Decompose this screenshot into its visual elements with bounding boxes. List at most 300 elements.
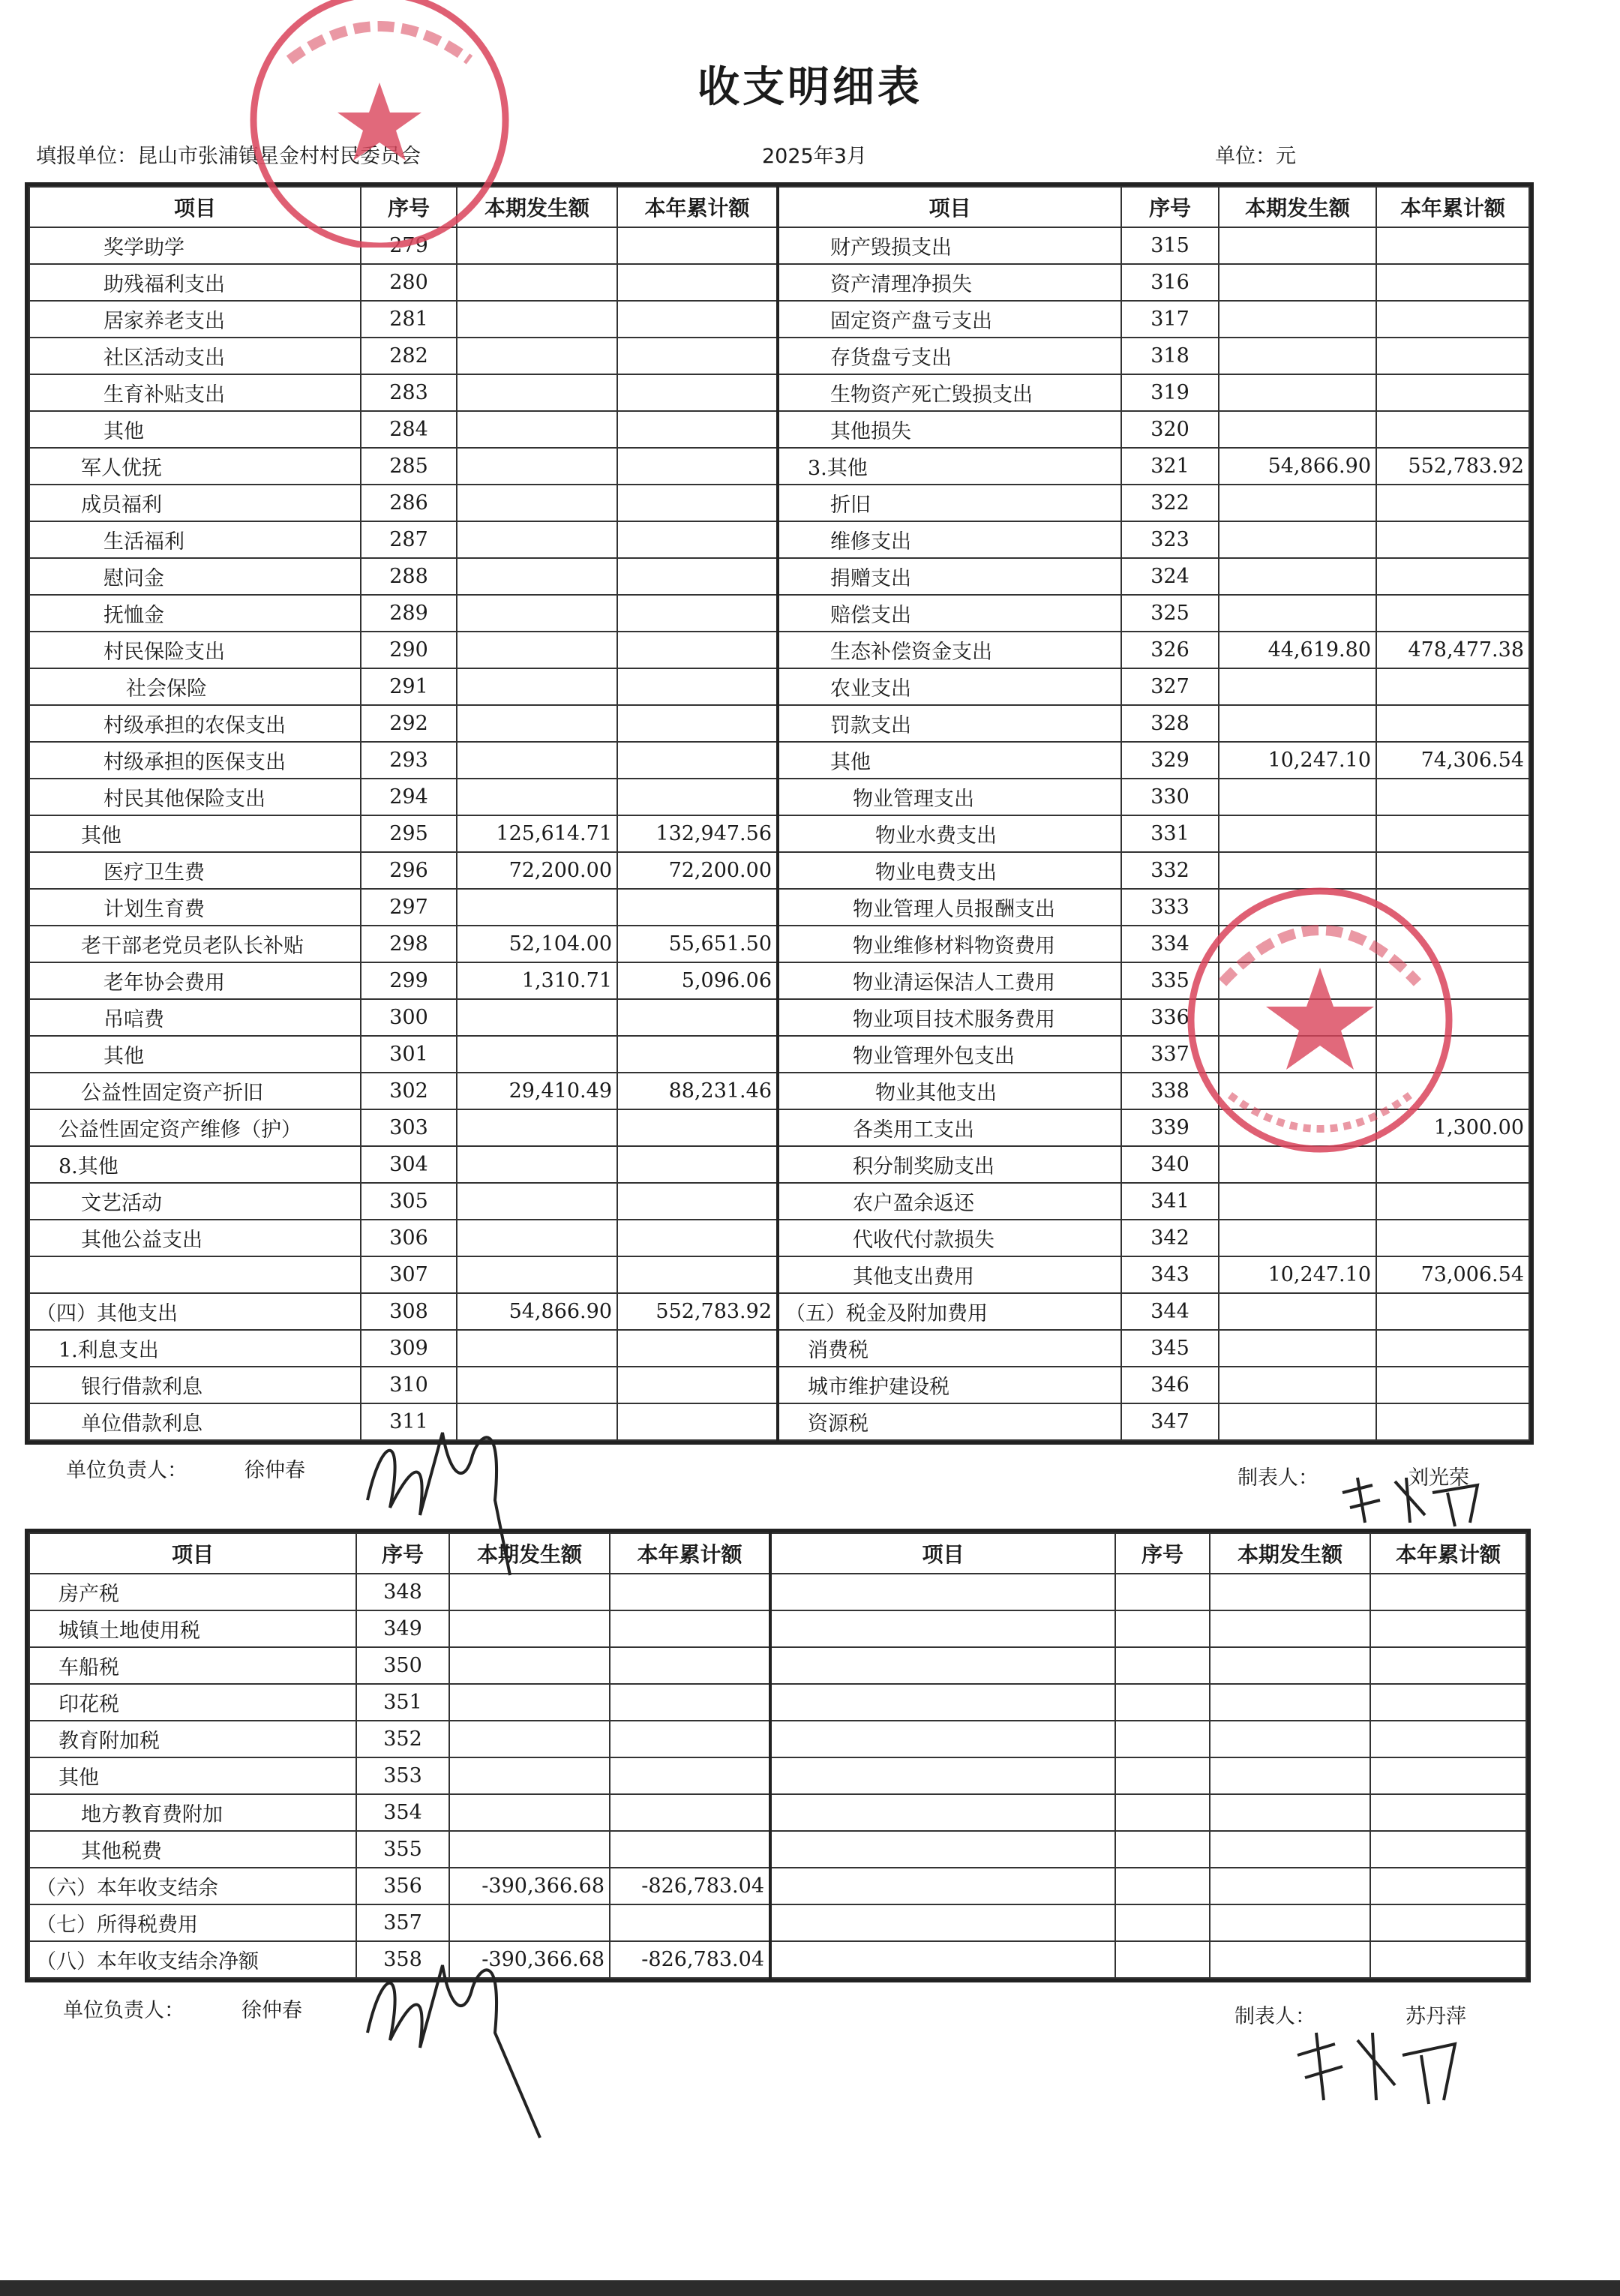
- col-ytd-header: 本年累计额: [610, 1533, 770, 1574]
- ytd-amount-cell: [617, 1403, 778, 1440]
- seq-cell: 315: [1121, 227, 1219, 264]
- empty-cell: [1115, 1904, 1210, 1941]
- current-amount-cell: [1219, 338, 1376, 374]
- item-cell: 资产清理净损失: [778, 264, 1121, 301]
- current-amount-cell: [449, 1794, 610, 1831]
- seq-cell: 302: [361, 1073, 457, 1109]
- item-cell: 成员福利: [29, 485, 361, 521]
- current-amount-cell: 10,247.10: [1219, 1256, 1376, 1293]
- ytd-amount-cell: 55,651.50: [617, 926, 778, 962]
- table-row: [29, 264, 1529, 301]
- table-row: [29, 485, 1529, 521]
- empty-cell: [770, 1757, 1115, 1794]
- empty-cell: [1370, 1831, 1526, 1868]
- ytd-amount-cell: 1,300.00: [1376, 1109, 1529, 1146]
- item-cell: 积分制奖励支出: [778, 1146, 1121, 1183]
- seq-cell: 322: [1121, 485, 1219, 521]
- empty-cell: [770, 1941, 1115, 1978]
- seq-cell: 358: [356, 1941, 449, 1978]
- col-ytd-header: 本年累计额: [1370, 1533, 1526, 1574]
- seq-cell: 350: [356, 1647, 449, 1684]
- ytd-amount-cell: [617, 521, 778, 558]
- ytd-amount-cell: [610, 1831, 770, 1868]
- current-amount-cell: -390,366.68: [449, 1941, 610, 1978]
- table-row: [29, 448, 1529, 485]
- current-amount-cell: [457, 411, 617, 448]
- item-cell: 吊唁费: [29, 999, 361, 1036]
- current-amount-cell: [457, 705, 617, 742]
- item-cell: 物业维修材料物资费用: [778, 926, 1121, 962]
- empty-cell: [1210, 1904, 1370, 1941]
- item-cell: 财产毁损支出: [778, 227, 1121, 264]
- ytd-amount-cell: [610, 1904, 770, 1941]
- ytd-amount-cell: [1376, 668, 1529, 705]
- scan-edge-bar: [0, 2280, 1620, 2296]
- seq-cell: 319: [1121, 374, 1219, 411]
- seq-cell: 304: [361, 1146, 457, 1183]
- village-committee-seal: [222, 0, 537, 248]
- seq-cell: 282: [361, 338, 457, 374]
- report-period: 2025年3月: [762, 145, 867, 168]
- col-item-header: 项目: [778, 187, 1121, 227]
- ytd-amount-cell: [1376, 1183, 1529, 1220]
- col-item-header: 项目: [29, 1533, 356, 1574]
- item-cell: 物业项目技术服务费用: [778, 999, 1121, 1036]
- current-amount-cell: 10,247.10: [1219, 742, 1376, 779]
- item-cell: （八）本年收支结余净额: [29, 1941, 356, 1978]
- table-row: [29, 668, 1529, 705]
- seq-cell: 320: [1121, 411, 1219, 448]
- table-row: [29, 1794, 1526, 1831]
- empty-cell: [770, 1831, 1115, 1868]
- seq-cell: 317: [1121, 301, 1219, 338]
- empty-cell: [1210, 1757, 1370, 1794]
- item-cell: 生活福利: [29, 521, 361, 558]
- current-amount-cell: [457, 374, 617, 411]
- table-row: [29, 411, 1529, 448]
- seq-cell: 333: [1121, 889, 1219, 926]
- current-amount-cell: [457, 485, 617, 521]
- ytd-amount-cell: [1376, 1293, 1529, 1330]
- seq-cell: 330: [1121, 779, 1219, 815]
- ytd-amount-cell: [610, 1610, 770, 1647]
- item-cell: [29, 1256, 361, 1293]
- handwritten-signature-xu: [352, 1388, 525, 1583]
- preparer-label: 制表人：: [1238, 1466, 1318, 1490]
- ytd-amount-cell: [1376, 521, 1529, 558]
- current-amount-cell: [1219, 411, 1376, 448]
- ytd-amount-cell: 5,096.06: [617, 962, 778, 999]
- reporting-unit: 填报单位：昆山市张浦镇星金村村民委员会: [36, 145, 421, 168]
- current-amount-cell: [457, 1330, 617, 1367]
- seq-cell: 293: [361, 742, 457, 779]
- seq-cell: 343: [1121, 1256, 1219, 1293]
- empty-cell: [1370, 1610, 1526, 1647]
- item-cell: 抚恤金: [29, 595, 361, 632]
- empty-cell: [1370, 1757, 1526, 1794]
- table-row: [29, 1868, 1526, 1904]
- current-amount-cell: [457, 595, 617, 632]
- item-cell: 各类用工支出: [778, 1109, 1121, 1146]
- current-amount-cell: [457, 264, 617, 301]
- item-cell: 奖学助学: [29, 227, 361, 264]
- table-row: [29, 1256, 1529, 1293]
- table-row: [29, 338, 1529, 374]
- ledger-table-1: [28, 186, 1530, 1441]
- ytd-amount-cell: -826,783.04: [610, 1868, 770, 1904]
- ytd-amount-cell: [617, 558, 778, 595]
- item-cell: （五）税金及附加费用: [778, 1293, 1121, 1330]
- current-amount-cell: [457, 1109, 617, 1146]
- seq-cell: 357: [356, 1904, 449, 1941]
- ytd-amount-cell: [1376, 411, 1529, 448]
- item-cell: 存货盘亏支出: [778, 338, 1121, 374]
- seq-cell: 308: [361, 1293, 457, 1330]
- item-cell: 城镇土地使用税: [29, 1610, 356, 1647]
- table-header-row: [29, 1533, 1526, 1574]
- preparer-name: 刘光荣: [1408, 1466, 1469, 1490]
- empty-cell: [770, 1610, 1115, 1647]
- empty-cell: [1210, 1941, 1370, 1978]
- current-amount-cell: [457, 889, 617, 926]
- col-current-header: 本期发生额: [1219, 187, 1376, 227]
- seq-cell: 321: [1121, 448, 1219, 485]
- seq-cell: 309: [361, 1330, 457, 1367]
- seq-cell: 283: [361, 374, 457, 411]
- ytd-amount-cell: [1376, 1403, 1529, 1440]
- item-cell: 印花税: [29, 1684, 356, 1721]
- current-amount-cell: 52,104.00: [457, 926, 617, 962]
- item-cell: 其他: [778, 742, 1121, 779]
- table-row: [29, 1330, 1529, 1367]
- current-amount-cell: 125,614.71: [457, 815, 617, 852]
- seq-cell: 294: [361, 779, 457, 815]
- ytd-amount-cell: [1376, 558, 1529, 595]
- ytd-amount-cell: [1376, 1330, 1529, 1367]
- table-row: [29, 1941, 1526, 1978]
- col-current-header: 本期发生额: [1210, 1533, 1370, 1574]
- item-cell: 社区活动支出: [29, 338, 361, 374]
- seq-cell: 316: [1121, 264, 1219, 301]
- table-row: [29, 1721, 1526, 1757]
- ytd-amount-cell: [617, 742, 778, 779]
- item-cell: 地方教育费附加: [29, 1794, 356, 1831]
- empty-cell: [1115, 1868, 1210, 1904]
- item-cell: 物业清运保洁人工费用: [778, 962, 1121, 999]
- ytd-amount-cell: [1376, 264, 1529, 301]
- empty-cell: [770, 1647, 1115, 1684]
- seq-cell: 281: [361, 301, 457, 338]
- item-cell: 物业管理支出: [778, 779, 1121, 815]
- table-row: [29, 1293, 1529, 1330]
- item-cell: 罚款支出: [778, 705, 1121, 742]
- current-amount-cell: [1219, 301, 1376, 338]
- ytd-amount-cell: [610, 1721, 770, 1757]
- item-cell: 村民保险支出: [29, 632, 361, 668]
- unit-head-name: 徐仲春: [244, 1459, 305, 1482]
- current-amount-cell: [457, 1036, 617, 1073]
- seq-cell: 286: [361, 485, 457, 521]
- item-cell: （四）其他支出: [29, 1293, 361, 1330]
- unit-head-name: 徐仲春: [242, 1999, 302, 2022]
- empty-cell: [1210, 1831, 1370, 1868]
- current-amount-cell: [457, 558, 617, 595]
- current-amount-cell: [449, 1684, 610, 1721]
- empty-cell: [770, 1684, 1115, 1721]
- current-amount-cell: [1219, 1403, 1376, 1440]
- current-amount-cell: [457, 668, 617, 705]
- seq-cell: 341: [1121, 1183, 1219, 1220]
- ytd-amount-cell: [617, 1330, 778, 1367]
- seq-cell: 289: [361, 595, 457, 632]
- table-row: [29, 1220, 1529, 1256]
- current-amount-cell: [1219, 1330, 1376, 1367]
- item-cell: 固定资产盘亏支出: [778, 301, 1121, 338]
- item-cell: 折旧: [778, 485, 1121, 521]
- ytd-amount-cell: [617, 999, 778, 1036]
- ytd-amount-cell: [617, 595, 778, 632]
- item-cell: 其他公益支出: [29, 1220, 361, 1256]
- table-row: [29, 374, 1529, 411]
- current-amount-cell: [1219, 558, 1376, 595]
- seq-cell: 352: [356, 1721, 449, 1757]
- item-cell: 3.其他: [778, 448, 1121, 485]
- handwritten-signature-xu-2: [352, 1935, 548, 2145]
- table-row: [29, 595, 1529, 632]
- empty-cell: [1370, 1904, 1526, 1941]
- unit-head-label: 单位负责人：: [66, 1459, 188, 1482]
- current-amount-cell: 44,619.80: [1219, 632, 1376, 668]
- handwritten-signature-su: [1335, 1470, 1492, 1530]
- empty-cell: [1115, 1721, 1210, 1757]
- empty-cell: [1370, 1941, 1526, 1978]
- current-amount-cell: [1219, 1367, 1376, 1403]
- empty-cell: [1370, 1684, 1526, 1721]
- seq-cell: 290: [361, 632, 457, 668]
- seq-cell: 335: [1121, 962, 1219, 999]
- item-cell: 8.其他: [29, 1146, 361, 1183]
- seq-cell: 336: [1121, 999, 1219, 1036]
- seq-cell: 329: [1121, 742, 1219, 779]
- seq-cell: 318: [1121, 338, 1219, 374]
- seq-cell: 337: [1121, 1036, 1219, 1073]
- item-cell: 公益性固定资产维修（护）: [29, 1109, 361, 1146]
- ytd-amount-cell: [617, 338, 778, 374]
- item-cell: 老干部老党员老队长补贴: [29, 926, 361, 962]
- seq-cell: 345: [1121, 1330, 1219, 1367]
- empty-cell: [1210, 1794, 1370, 1831]
- item-cell: 其他: [29, 815, 361, 852]
- ytd-amount-cell: [610, 1684, 770, 1721]
- seq-cell: 328: [1121, 705, 1219, 742]
- empty-cell: [1115, 1831, 1210, 1868]
- current-amount-cell: [449, 1610, 610, 1647]
- seq-cell: 287: [361, 521, 457, 558]
- table-row: [29, 1647, 1526, 1684]
- ytd-amount-cell: [610, 1647, 770, 1684]
- current-amount-cell: [457, 779, 617, 815]
- seq-cell: 284: [361, 411, 457, 448]
- table-row: [29, 632, 1529, 668]
- seq-cell: 331: [1121, 815, 1219, 852]
- empty-cell: [1370, 1721, 1526, 1757]
- current-amount-cell: [457, 1256, 617, 1293]
- current-amount-cell: 29,410.49: [457, 1073, 617, 1109]
- ytd-amount-cell: 552,783.92: [617, 1293, 778, 1330]
- current-amount-cell: [449, 1721, 610, 1757]
- seq-cell: 303: [361, 1109, 457, 1146]
- ytd-amount-cell: [1376, 815, 1529, 852]
- table-row: [29, 1831, 1526, 1868]
- empty-cell: [1115, 1610, 1210, 1647]
- page-title: 收支明细表: [698, 63, 922, 112]
- item-cell: 其他损失: [778, 411, 1121, 448]
- current-amount-cell: [1219, 1293, 1376, 1330]
- current-amount-cell: [1219, 705, 1376, 742]
- seq-cell: 300: [361, 999, 457, 1036]
- seq-cell: 326: [1121, 632, 1219, 668]
- ytd-amount-cell: [1376, 595, 1529, 632]
- seq-cell: 285: [361, 448, 457, 485]
- item-cell: 计划生育费: [29, 889, 361, 926]
- ytd-amount-cell: [1376, 1220, 1529, 1256]
- col-ytd-header: 本年累计额: [1376, 187, 1529, 227]
- seq-cell: 323: [1121, 521, 1219, 558]
- item-cell: 村级承担的医保支出: [29, 742, 361, 779]
- current-amount-cell: 72,200.00: [457, 852, 617, 889]
- table-row: [29, 1183, 1529, 1220]
- item-cell: 赔偿支出: [778, 595, 1121, 632]
- empty-cell: [1115, 1794, 1210, 1831]
- supervision-committee-seal: [1170, 870, 1470, 1170]
- seq-cell: 288: [361, 558, 457, 595]
- ytd-amount-cell: [610, 1794, 770, 1831]
- table-row: [29, 521, 1529, 558]
- item-cell: 村级承担的农保支出: [29, 705, 361, 742]
- item-cell: 维修支出: [778, 521, 1121, 558]
- seq-cell: 334: [1121, 926, 1219, 962]
- ytd-amount-cell: [617, 448, 778, 485]
- table-row: [29, 742, 1529, 779]
- current-amount-cell: [449, 1647, 610, 1684]
- item-cell: （七）所得税费用: [29, 1904, 356, 1941]
- empty-cell: [1370, 1574, 1526, 1610]
- ytd-amount-cell: [617, 1256, 778, 1293]
- item-cell: 城市维护建设税: [778, 1367, 1121, 1403]
- current-amount-cell: 54,866.90: [1219, 448, 1376, 485]
- item-cell: 物业水费支出: [778, 815, 1121, 852]
- seq-cell: 291: [361, 668, 457, 705]
- ledger-table-2: [28, 1532, 1527, 1979]
- current-amount-cell: [1219, 1183, 1376, 1220]
- empty-cell: [1115, 1757, 1210, 1794]
- ytd-amount-cell: [617, 1146, 778, 1183]
- ytd-amount-cell: [617, 632, 778, 668]
- seq-cell: 298: [361, 926, 457, 962]
- unit-head-label: 单位负责人：: [63, 1999, 184, 2022]
- item-cell: 其他税费: [29, 1831, 356, 1868]
- item-cell: 1.利息支出: [29, 1330, 361, 1367]
- table-row: [29, 1757, 1526, 1794]
- ytd-amount-cell: [1376, 705, 1529, 742]
- empty-cell: [770, 1794, 1115, 1831]
- seq-cell: 348: [356, 1574, 449, 1610]
- item-cell: 生育补贴支出: [29, 374, 361, 411]
- seq-cell: 339: [1121, 1109, 1219, 1146]
- seq-cell: 346: [1121, 1367, 1219, 1403]
- current-amount-cell: [1219, 815, 1376, 852]
- seq-cell: 356: [356, 1868, 449, 1904]
- item-cell: 文艺活动: [29, 1183, 361, 1220]
- ytd-amount-cell: 72,200.00: [617, 852, 778, 889]
- current-amount-cell: 54,866.90: [457, 1293, 617, 1330]
- item-cell: 居家养老支出: [29, 301, 361, 338]
- seq-cell: 351: [356, 1684, 449, 1721]
- ytd-amount-cell: [617, 227, 778, 264]
- seq-cell: 353: [356, 1757, 449, 1794]
- seq-cell: 311: [361, 1403, 457, 1440]
- table-row: [29, 1684, 1526, 1721]
- table-row: [29, 1574, 1526, 1610]
- seq-cell: 340: [1121, 1146, 1219, 1183]
- currency-unit: 单位：元: [1215, 145, 1296, 168]
- item-cell: 助残福利支出: [29, 264, 361, 301]
- item-cell: 其他支出费用: [778, 1256, 1121, 1293]
- item-cell: 房产税: [29, 1574, 356, 1610]
- current-amount-cell: [457, 521, 617, 558]
- empty-cell: [1115, 1647, 1210, 1684]
- current-amount-cell: [457, 1146, 617, 1183]
- ytd-amount-cell: [617, 1220, 778, 1256]
- item-cell: 物业电费支出: [778, 852, 1121, 889]
- current-amount-cell: [457, 1183, 617, 1220]
- seq-cell: 307: [361, 1256, 457, 1293]
- current-amount-cell: 1,310.71: [457, 962, 617, 999]
- seq-cell: 295: [361, 815, 457, 852]
- current-amount-cell: [457, 301, 617, 338]
- item-cell: 代收代付款损失: [778, 1220, 1121, 1256]
- seq-cell: 327: [1121, 668, 1219, 705]
- seq-cell: 338: [1121, 1073, 1219, 1109]
- item-cell: 医疗卫生费: [29, 852, 361, 889]
- table-row: [29, 815, 1529, 852]
- table-row: [29, 1403, 1529, 1440]
- ytd-amount-cell: 73,006.54: [1376, 1256, 1529, 1293]
- ytd-amount-cell: [617, 1109, 778, 1146]
- ytd-amount-cell: [617, 1183, 778, 1220]
- empty-cell: [770, 1721, 1115, 1757]
- item-cell: 老年协会费用: [29, 962, 361, 999]
- empty-cell: [1210, 1721, 1370, 1757]
- current-amount-cell: [1219, 595, 1376, 632]
- item-cell: 消费税: [778, 1330, 1121, 1367]
- current-amount-cell: [1219, 779, 1376, 815]
- current-amount-cell: [449, 1757, 610, 1794]
- item-cell: 其他: [29, 411, 361, 448]
- col-item-header: 项目: [29, 187, 361, 227]
- ytd-amount-cell: 132,947.56: [617, 815, 778, 852]
- empty-cell: [1115, 1574, 1210, 1610]
- seq-cell: 296: [361, 852, 457, 889]
- current-amount-cell: [457, 742, 617, 779]
- table-row: [29, 1610, 1526, 1647]
- table-row: [29, 1904, 1526, 1941]
- item-cell: 军人优抚: [29, 448, 361, 485]
- col-current-header: 本期发生额: [449, 1533, 610, 1574]
- ytd-amount-cell: [610, 1757, 770, 1794]
- item-cell: 物业管理人员报酬支出: [778, 889, 1121, 926]
- current-amount-cell: [457, 632, 617, 668]
